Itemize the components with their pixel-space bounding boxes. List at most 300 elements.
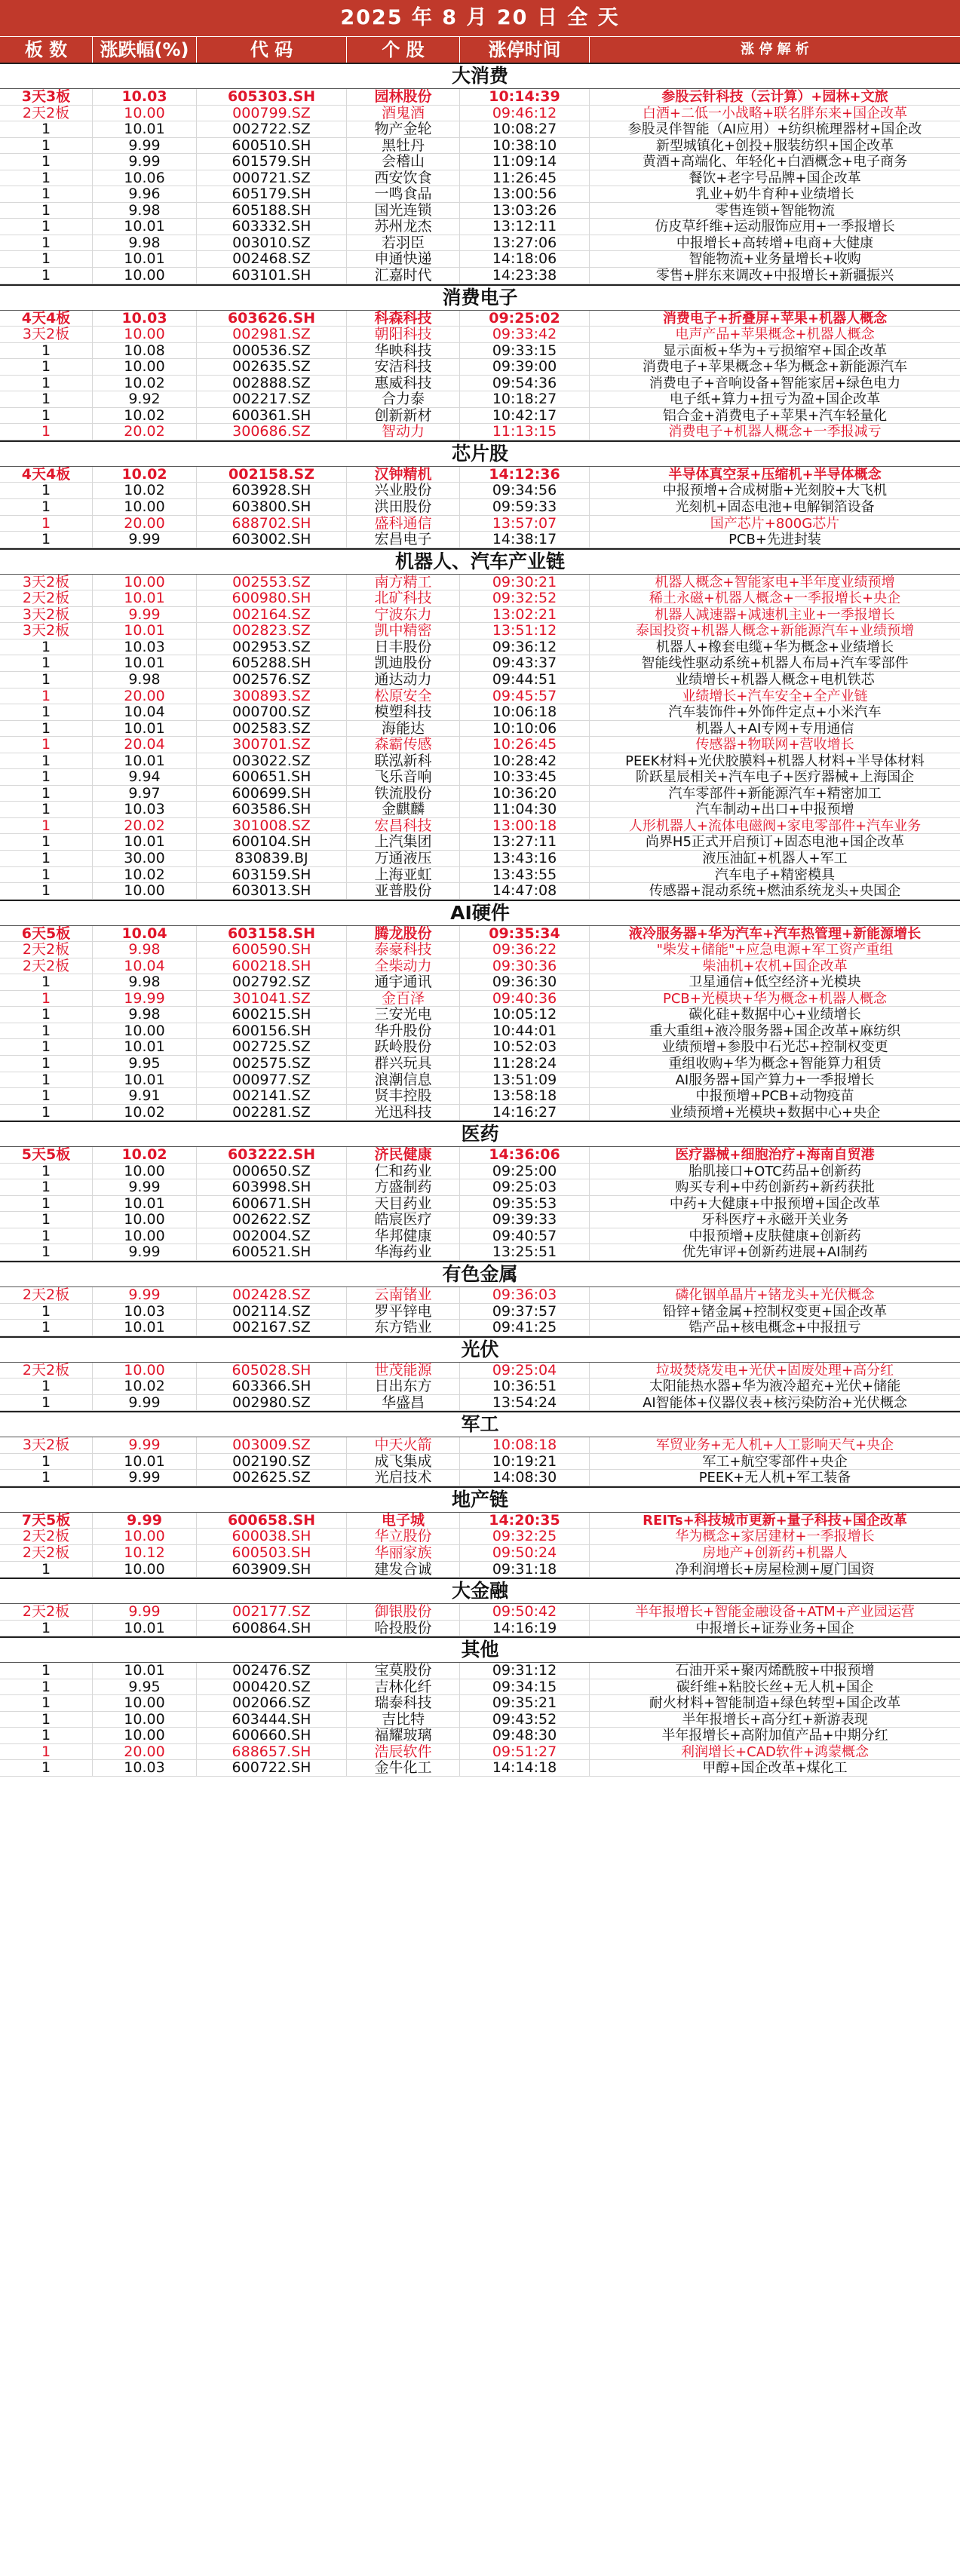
cell-limit-time: 09:33:42 [460, 327, 590, 342]
cell-limit-time: 10:10:06 [460, 721, 590, 737]
cell-stock-name: 光迅科技 [347, 1105, 460, 1121]
cell-change: 10.00 [93, 1363, 197, 1378]
table-row [0, 532, 960, 548]
cell-reason: 中报预增+合成树脂+光刻胶+大飞机 [662, 483, 888, 499]
cell-limit-time: 11:13:15 [460, 424, 590, 440]
cell-change: 30.00 [93, 851, 197, 866]
table-row [0, 926, 960, 943]
table-row [0, 1088, 960, 1105]
cell-stock-name: 森霸传感 [347, 737, 460, 753]
page-title: 2025 年 8 月 20 日 全 天 [0, 0, 960, 36]
table-body [0, 63, 960, 1777]
header-stock: 个 股 [347, 37, 460, 63]
cell-stock-name: 洪田股份 [347, 499, 460, 515]
section-header: 机器人、汽车产业链 [0, 548, 960, 575]
table-row [0, 704, 960, 721]
cell-stock-name: 罗平锌电 [347, 1304, 460, 1320]
table-row [0, 737, 960, 753]
cell-stock-name: 汇嘉时代 [347, 268, 460, 284]
cell-reason: 业绩预增+光模块+数据中心+央企 [669, 1104, 881, 1121]
cell-reason: 电子纸+算力+扭亏为盈+国企改革 [669, 391, 881, 407]
cell-change: 10.03 [93, 311, 197, 327]
cell-stock-name: 华盛昌 [347, 1395, 460, 1411]
cell-limit-time: 11:28:24 [460, 1056, 590, 1072]
cell-limit-time: 13:43:55 [460, 867, 590, 883]
cell-reason: 中报增长+证券业务+国企 [695, 1620, 854, 1636]
cell-stock-name: 铁流股份 [347, 786, 460, 802]
cell-reason: 铝合金+消费电子+苹果+汽车轻量化 [662, 407, 888, 424]
cell-code: 002177.SZ [197, 1604, 347, 1620]
cell-change: 10.02 [93, 376, 197, 391]
section-header: 其他 [0, 1636, 960, 1663]
cell-change: 10.00 [93, 106, 197, 121]
cell-reason: 智能线性驱动系统+机器人布局+汽车零部件 [641, 655, 909, 671]
cell-stock-name: 东方锆业 [347, 1320, 460, 1336]
table-row [0, 958, 960, 975]
cell-change: 10.00 [93, 1212, 197, 1228]
cell-change: 9.99 [93, 532, 197, 547]
table-row [0, 1039, 960, 1056]
cell-board: 1 [0, 1395, 93, 1411]
cell-code: 603101.SH [197, 268, 347, 284]
cell-limit-time: 13:43:16 [460, 851, 590, 866]
cell-limit-time: 13:51:09 [460, 1072, 590, 1088]
cell-reason: 胎肌接口+OTC药品+创新药 [689, 1163, 861, 1179]
cell-board: 1 [0, 991, 93, 1007]
cell-stock-name: 一鸣食品 [347, 186, 460, 202]
table-row [0, 1320, 960, 1336]
cell-code: 002625.SZ [197, 1470, 347, 1486]
cell-board: 1 [0, 1760, 93, 1776]
cell-board: 1 [0, 121, 93, 137]
cell-change: 10.12 [93, 1545, 197, 1561]
cell-board: 1 [0, 1244, 93, 1260]
cell-reason: 军工+航空零部件+央企 [702, 1453, 848, 1470]
cell-stock-name: 西安饮食 [347, 170, 460, 186]
cell-change: 9.92 [93, 391, 197, 407]
cell-stock-name: 建发合诚 [347, 1562, 460, 1578]
cell-board: 1 [0, 138, 93, 154]
cell-board: 1 [0, 1023, 93, 1039]
cell-reason: 机器人+AI专网+专用通信 [695, 720, 854, 737]
cell-change: 10.02 [93, 1105, 197, 1121]
cell-code: 603332.SH [197, 219, 347, 235]
cell-stock-name: 惠威科技 [347, 376, 460, 391]
cell-reason: 机器人+橡套电缆+华为概念+业绩增长 [655, 639, 894, 655]
cell-limit-time: 09:43:52 [460, 1712, 590, 1728]
cell-limit-time: 09:30:21 [460, 575, 590, 590]
cell-reason: 垃圾焚烧发电+光伏+固废处理+高分红 [655, 1362, 894, 1378]
cell-change: 10.00 [93, 359, 197, 375]
cell-reason: 新型城镇化+创投+服装纺织+国企改革 [655, 137, 894, 154]
cell-code: 002468.SZ [197, 251, 347, 267]
cell-board: 1 [0, 268, 93, 284]
cell-change: 10.00 [93, 1228, 197, 1244]
cell-board: 1 [0, 516, 93, 532]
cell-change: 10.01 [93, 590, 197, 606]
cell-limit-time: 09:51:27 [460, 1744, 590, 1760]
cell-stock-name: 电子城 [347, 1513, 460, 1529]
cell-stock-name: 方盛制药 [347, 1179, 460, 1195]
cell-reason: 业绩预增+参股中石光芯+控制权变更 [661, 1039, 888, 1055]
cell-code: 603222.SH [197, 1147, 347, 1163]
cell-limit-time: 14:14:18 [460, 1760, 590, 1776]
table-row [0, 1604, 960, 1621]
cell-stock-name: 济民健康 [347, 1147, 460, 1163]
table-row [0, 203, 960, 219]
cell-change: 9.99 [93, 1513, 197, 1529]
cell-stock-name: 浩辰软件 [347, 1744, 460, 1760]
cell-change: 20.02 [93, 424, 197, 440]
cell-limit-time: 09:40:57 [460, 1228, 590, 1244]
cell-limit-time: 09:25:04 [460, 1363, 590, 1378]
table-row [0, 1378, 960, 1395]
cell-code: 003009.SZ [197, 1437, 347, 1453]
cell-limit-time: 13:00:18 [460, 818, 590, 834]
cell-stock-name: 海能达 [347, 721, 460, 737]
cell-stock-name: 群兴玩具 [347, 1056, 460, 1072]
cell-reason: 医疗器械+细胞治疗+海南自贸港 [675, 1147, 875, 1163]
cell-change: 9.98 [93, 942, 197, 958]
table-row [0, 1287, 960, 1304]
table-row [0, 851, 960, 867]
cell-stock-name: 凯迪股份 [347, 655, 460, 671]
cell-stock-name: 皓宸医疗 [347, 1212, 460, 1228]
cell-code: 002888.SZ [197, 376, 347, 391]
cell-limit-time: 09:35:53 [460, 1196, 590, 1212]
table-row [0, 1454, 960, 1470]
cell-reason: 人形机器人+流体电磁阀+家电零部件+汽车业务 [628, 817, 922, 834]
cell-limit-time: 13:57:07 [460, 516, 590, 532]
cell-board: 1 [0, 483, 93, 498]
table-row [0, 769, 960, 786]
cell-reason: 半导体真空泵+压缩机+半导体概念 [668, 466, 882, 483]
cell-reason: 国产芯片+800G芯片 [710, 515, 840, 532]
cell-reason: 零售+胖东来调改+中报增长+新疆振兴 [655, 268, 894, 284]
section-header: AI硬件 [0, 900, 960, 926]
cell-stock-name: 福耀玻璃 [347, 1728, 460, 1743]
cell-reason: 业绩增长+汽车安全+全产业链 [682, 688, 868, 704]
cell-code: 600660.SH [197, 1728, 347, 1743]
table-row [0, 590, 960, 607]
cell-change: 20.02 [93, 818, 197, 834]
cell-stock-name: 智动力 [347, 424, 460, 440]
cell-limit-time: 10:18:27 [460, 391, 590, 407]
cell-code: 002158.SZ [197, 467, 347, 483]
cell-reason: 半年报增长+智能金融设备+ATM+产业园运营 [635, 1604, 915, 1620]
cell-change: 10.01 [93, 1039, 197, 1055]
cell-reason: 尚界H5正式开启预订+固态电池+国企改革 [645, 834, 905, 850]
cell-reason: 光刻机+固态电池+电解铜箔设备 [675, 499, 875, 515]
cell-code: 002622.SZ [197, 1212, 347, 1228]
cell-stock-name: 万通液压 [347, 851, 460, 866]
cell-reason: 磷化铟单晶片+锗龙头+光伏概念 [675, 1287, 875, 1303]
cell-limit-time: 09:44:51 [460, 672, 590, 688]
cell-code: 300893.SZ [197, 688, 347, 704]
cell-limit-time: 09:31:18 [460, 1562, 590, 1578]
cell-reason: 白酒+二低一小战略+联名胖东来+国企改革 [642, 105, 908, 121]
cell-change: 9.96 [93, 186, 197, 202]
section-header: 消费电子 [0, 284, 960, 311]
cell-reason: PCB+光模块+华为概念+机器人概念 [662, 990, 888, 1007]
cell-reason: 房地产+创新药+机器人 [702, 1545, 848, 1561]
cell-change: 10.02 [93, 1147, 197, 1163]
cell-code: 601579.SH [197, 154, 347, 170]
cell-change: 10.00 [93, 1023, 197, 1039]
cell-change: 10.00 [93, 575, 197, 590]
table-row [0, 1679, 960, 1696]
cell-board: 1 [0, 1007, 93, 1023]
cell-board: 1 [0, 753, 93, 769]
cell-board: 1 [0, 1196, 93, 1212]
cell-board: 1 [0, 251, 93, 267]
table-row [0, 376, 960, 392]
section-header: 光伏 [0, 1336, 960, 1363]
cell-stock-name: 吉林化纤 [347, 1679, 460, 1695]
cell-reason: 锆产品+核电概念+中报扭亏 [689, 1320, 861, 1336]
cell-change: 9.99 [93, 1395, 197, 1411]
table-row [0, 89, 960, 106]
cell-limit-time: 13:51:12 [460, 623, 590, 639]
cell-change: 10.03 [93, 639, 197, 655]
cell-limit-time: 13:25:51 [460, 1244, 590, 1260]
cell-limit-time: 09:35:34 [460, 926, 590, 942]
table-header [0, 36, 960, 63]
cell-code: 600980.SH [197, 590, 347, 606]
cell-board: 1 [0, 1228, 93, 1244]
cell-limit-time: 09:36:22 [460, 942, 590, 958]
table-row [0, 1744, 960, 1761]
cell-change: 10.00 [93, 1562, 197, 1578]
cell-limit-time: 09:41:25 [460, 1320, 590, 1336]
section-header: 芯片股 [0, 440, 960, 467]
cell-code: 600864.SH [197, 1621, 347, 1636]
cell-code: 002576.SZ [197, 672, 347, 688]
cell-stock-name: 兴业股份 [347, 483, 460, 498]
table-row [0, 1179, 960, 1196]
cell-stock-name: 世茂能源 [347, 1363, 460, 1378]
cell-change: 9.99 [93, 1437, 197, 1453]
table-row [0, 834, 960, 851]
cell-limit-time: 09:54:36 [460, 376, 590, 391]
cell-stock-name: 通宇通讯 [347, 974, 460, 990]
cell-limit-time: 10:08:27 [460, 121, 590, 137]
cell-code: 002575.SZ [197, 1056, 347, 1072]
cell-stock-name: 瑞泰科技 [347, 1695, 460, 1711]
cell-board: 1 [0, 424, 93, 440]
cell-code: 603998.SH [197, 1179, 347, 1195]
cell-code: 002167.SZ [197, 1320, 347, 1336]
cell-board: 1 [0, 851, 93, 866]
cell-board: 3天2板 [0, 1437, 93, 1453]
cell-stock-name: 华映科技 [347, 343, 460, 359]
table-row [0, 623, 960, 639]
cell-code: 002066.SZ [197, 1695, 347, 1711]
section-header: 医药 [0, 1121, 960, 1147]
cell-reason: 购买专利+中药创新药+新药获批 [675, 1179, 875, 1195]
cell-limit-time: 11:04:30 [460, 802, 590, 817]
cell-change: 9.99 [93, 1244, 197, 1260]
cell-code: 300701.SZ [197, 737, 347, 753]
cell-change: 20.00 [93, 516, 197, 532]
cell-change: 20.00 [93, 688, 197, 704]
cell-code: 603159.SH [197, 867, 347, 883]
table-row [0, 688, 960, 705]
cell-reason: 仿皮草纤维+运动服饰应用+一季报增长 [655, 219, 895, 235]
cell-limit-time: 09:37:57 [460, 1304, 590, 1320]
cell-code: 603909.SH [197, 1562, 347, 1578]
cell-reason: 消费电子+折叠屏+苹果+机器人概念 [662, 310, 888, 327]
cell-change: 10.01 [93, 623, 197, 639]
cell-limit-time: 09:35:21 [460, 1695, 590, 1711]
cell-stock-name: 仁和药业 [347, 1164, 460, 1179]
cell-change: 20.04 [93, 737, 197, 753]
cell-board: 1 [0, 639, 93, 655]
cell-limit-time: 13:27:11 [460, 834, 590, 850]
cell-board: 3天2板 [0, 623, 93, 639]
cell-reason: PCB+先进封装 [728, 532, 821, 547]
cell-code: 002164.SZ [197, 607, 347, 623]
cell-reason: 业绩增长+机器人概念+电机铁芯 [675, 671, 875, 688]
table-row [0, 1437, 960, 1454]
cell-limit-time: 14:12:36 [460, 467, 590, 483]
cell-reason: 中报增长+高转增+电商+大健康 [676, 235, 874, 251]
cell-code: 603928.SH [197, 483, 347, 498]
cell-stock-name: 华丽家族 [347, 1545, 460, 1561]
cell-reason: 重大重组+液冷服务器+国企改革+麻纺织 [649, 1023, 901, 1039]
cell-board: 1 [0, 1744, 93, 1760]
cell-limit-time: 13:58:18 [460, 1088, 590, 1104]
table-row [0, 1072, 960, 1089]
cell-stock-name: 天目药业 [347, 1196, 460, 1212]
cell-stock-name: 宏昌电子 [347, 532, 460, 547]
cell-code: 002141.SZ [197, 1088, 347, 1104]
cell-limit-time: 09:40:36 [460, 991, 590, 1007]
cell-reason: 柴油机+农机+国企改革 [702, 958, 848, 974]
table-row [0, 1363, 960, 1379]
cell-limit-time: 09:32:25 [460, 1529, 590, 1544]
cell-code: 002722.SZ [197, 121, 347, 137]
cell-reason: 参股云针科技（云计算）+园林+文旅 [661, 89, 888, 105]
table-row [0, 1663, 960, 1679]
cell-limit-time: 13:27:06 [460, 235, 590, 251]
cell-change: 10.01 [93, 1196, 197, 1212]
table-row [0, 1395, 960, 1412]
cell-stock-name: 盛科通信 [347, 516, 460, 532]
cell-code: 600503.SH [197, 1545, 347, 1561]
cell-change: 10.00 [93, 1529, 197, 1544]
table-row [0, 672, 960, 688]
cell-board: 1 [0, 376, 93, 391]
cell-board: 1 [0, 1663, 93, 1679]
cell-limit-time: 09:59:33 [460, 499, 590, 515]
cell-stock-name: 模塑科技 [347, 704, 460, 720]
cell-reason: 汽车制动+出口+中报预增 [695, 802, 854, 817]
cell-reason: 中报预增+PCB+动物疫苗 [695, 1088, 854, 1104]
cell-change: 9.99 [93, 154, 197, 170]
cell-change: 9.98 [93, 672, 197, 688]
cell-board: 1 [0, 1056, 93, 1072]
cell-stock-name: 华立股份 [347, 1529, 460, 1544]
cell-reason: 半年报增长+高附加值产品+中期分红 [661, 1728, 888, 1743]
table-row [0, 219, 960, 235]
cell-board: 1 [0, 834, 93, 850]
cell-board: 2天2板 [0, 106, 93, 121]
cell-code: 002217.SZ [197, 391, 347, 407]
cell-reason: 消费电子+音响设备+智能家居+绿色电力 [649, 375, 901, 391]
cell-code: 603002.SH [197, 532, 347, 547]
cell-reason: 汽车零部件+新能源汽车+精密加工 [668, 785, 882, 802]
cell-limit-time: 09:36:30 [460, 974, 590, 990]
cell-limit-time: 13:54:24 [460, 1395, 590, 1411]
cell-change: 10.01 [93, 1663, 197, 1679]
cell-change: 10.01 [93, 1072, 197, 1088]
cell-change: 10.00 [93, 1164, 197, 1179]
cell-code: 002476.SZ [197, 1663, 347, 1679]
cell-limit-time: 10:08:18 [460, 1437, 590, 1453]
header-time: 涨停时间 [460, 37, 590, 63]
cell-code: 600671.SH [197, 1196, 347, 1212]
cell-change: 20.00 [93, 1744, 197, 1760]
table-row [0, 170, 960, 187]
table-row [0, 1728, 960, 1744]
cell-limit-time: 09:48:30 [460, 1728, 590, 1743]
cell-stock-name: 御银股份 [347, 1604, 460, 1620]
cell-stock-name: 合力泰 [347, 391, 460, 407]
cell-change: 10.02 [93, 467, 197, 483]
cell-stock-name: 华邦健康 [347, 1228, 460, 1244]
cell-limit-time: 10:36:20 [460, 786, 590, 802]
cell-code: 301008.SZ [197, 818, 347, 834]
cell-code: 002953.SZ [197, 639, 347, 655]
cell-code: 002553.SZ [197, 575, 347, 590]
table-row [0, 1212, 960, 1228]
cell-board: 1 [0, 867, 93, 883]
cell-stock-name: 联泓新科 [347, 753, 460, 769]
cell-limit-time: 10:26:45 [460, 737, 590, 753]
cell-stock-name: 朝阳科技 [347, 327, 460, 342]
cell-stock-name: 中天火箭 [347, 1437, 460, 1453]
cell-code: 600156.SH [197, 1023, 347, 1039]
cell-reason: 中报预增+皮肤健康+创新药 [689, 1228, 861, 1244]
table-row [0, 1147, 960, 1164]
cell-limit-time: 10:05:12 [460, 1007, 590, 1023]
cell-board: 4天4板 [0, 467, 93, 483]
cell-change: 10.00 [93, 327, 197, 342]
cell-change: 10.06 [93, 170, 197, 186]
header-board: 板 数 [0, 37, 93, 63]
cell-code: 003022.SZ [197, 753, 347, 769]
table-row [0, 154, 960, 170]
cell-reason: 零售连锁+智能物流 [714, 202, 836, 219]
cell-change: 10.03 [93, 89, 197, 105]
cell-code: 830839.BJ [197, 851, 347, 866]
cell-board: 3天3板 [0, 89, 93, 105]
cell-reason: 碳化硅+数据中心+业绩增长 [689, 1007, 861, 1023]
table-row [0, 1712, 960, 1728]
table-row [0, 106, 960, 122]
cell-limit-time: 13:03:26 [460, 203, 590, 219]
cell-stock-name: 科森科技 [347, 311, 460, 327]
cell-board: 1 [0, 672, 93, 688]
table-row [0, 1562, 960, 1578]
cell-code: 600104.SH [197, 834, 347, 850]
cell-board: 2天2板 [0, 942, 93, 958]
cell-stock-name: 金麒麟 [347, 802, 460, 817]
cell-board: 1 [0, 1712, 93, 1728]
cell-code: 688657.SH [197, 1744, 347, 1760]
cell-change: 10.04 [93, 704, 197, 720]
